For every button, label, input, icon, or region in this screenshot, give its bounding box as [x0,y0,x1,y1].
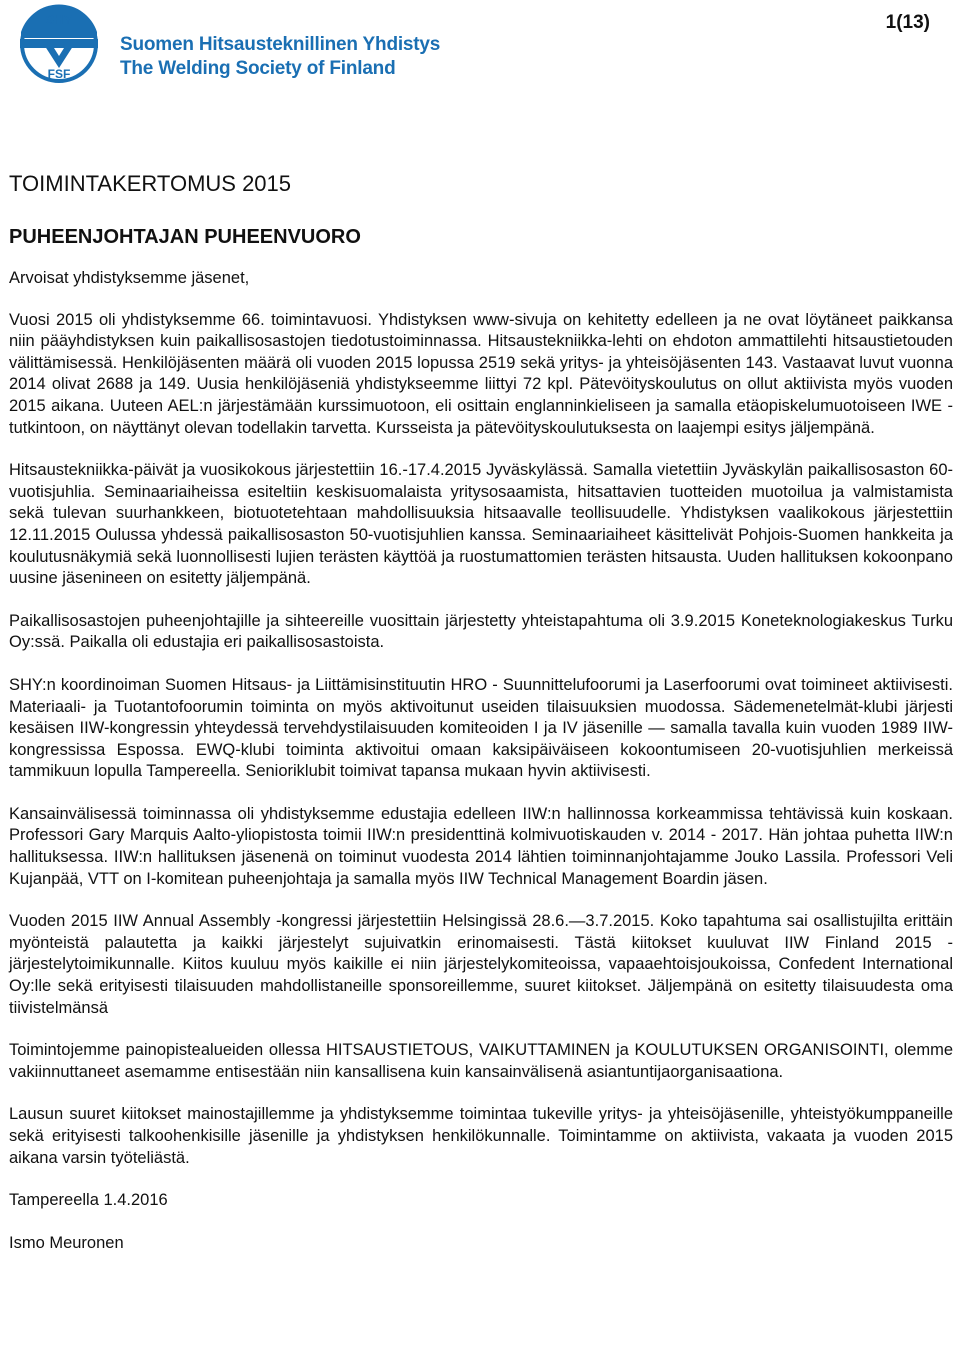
logo-bottom-text: FSF [47,67,71,81]
page-number: 1(13) [885,12,930,33]
org-name-finnish: Suomen Hitsausteknillinen Yhdistys [120,34,441,55]
signer-name: Ismo Meuronen [9,1233,124,1252]
paragraph: Lausun suuret kiitokset mainostajillemme ja yhdistyksemme toimintaa tukeville yritys- ja yhteisöjäsenille, yhteistyökumppaneille sekä erityisesti talkoohenkisille jäsenille ja yhdistyksen henkilökunnalle. Toimintamme on aktiivista, vakaata ja vuoden 2015 aikana varsin työteliästä. [9,1105,953,1167]
paragraph: Toimintojemme painopistealueiden ollessa HITSAUSTIETOUS, VAIKUTTAMINEN ja KOULUTUKSEN ORGANISOINTI, olemme vakiinnuttaneet asemamme entisestään niin kansallisena kuin kansainvälisenä asiantuntijaorganisaationa. [9,1041,953,1081]
paragraph: Vuosi 2015 oli yhdistyksemme 66. toimintavuosi. Yhdistyksen www-sivuja on kehitetty edelleen ja ne ovat löytäneet paikkansa niin pääyhdistyksen kuin paikallisosastojen tiedotustoiminnassa. Hitsaustekniikka-lehti on ehdoton ammattilehti hitsaustietouden välittämisessä. Henkilöjäsenten määrä oli vuoden 2015 lopussa 2519 sekä yritys- ja yhteisöjäsenten 143. Vastaavat luvut vuonna 2014 olivat 2688 ja 149. Uusia henkilöjäseniä yhdistykseemme liittyi 72 kpl. Pätevöityskoulutus on ollut aktiivista myös vuoden 2015 aikana. Uuteen AEL:n järjestämään kurssimuotoon, eli osittain englanninkieliseen ja samalla etäopiskelumuotoiseen IWE -tutkintoon, on näyttänyt olevan todellakin tarvetta. Kursseista ja pätevöityskoulutuksesta on laajempi esitys jäljempänä. [9,310,953,437]
logo-top-text: SHY [45,12,73,27]
greeting: Arvoisat yhdistyksemme jäsenet, [9,269,250,287]
org-name-english: The Welding Society of Finland [120,58,396,79]
shy-fsf-logo [7,4,111,84]
section-heading: PUHEENJOHTAJAN PUHEENVUORO [9,226,361,248]
paragraph: Kansainvälisessä toiminnassa oli yhdistyksemme edustajia edelleen IIW:n hallinnossa korkeammissa tehtävissä kuin koskaan. Professori Gary Marquis Aalto-yliopistosta toimii IIW:n presidenttinä kolmivuotiskauden v. 2014 - 2017. Hän johtaa puhetta IIW:n hallituksessa. IIW:n hallituksen jäsenenä on toiminut vuodesta 2014 lähtien toiminnanjohtajamme Jouko Lassila. Professori Veli Kujanpää, VTT on I-komitean puheenjohtaja ja samalla myös IIW Technical Management Boardin jäsen. [9,804,953,888]
place-date: Tampereella 1.4.2016 [9,1191,168,1210]
page-header [0,0,960,90]
document-title: TOIMINTAKERTOMUS 2015 [9,171,292,196]
paragraph: SHY:n koordinoiman Suomen Hitsaus- ja Liittämisinstituutin HRO - Suunnittelufoorumi ja Laserfoorumi ovat toimineet aktiivisesti. Materiaali- ja Tuotantofoorumin toiminta on myös aktivoitunut useiden tilaisuuksien muodossa. Sädemenetelmät-klubi järjesti kesäisen IIW-kongressin yhteydessä tervehdystilaisuuden komiteoiden I ja IV jäsenille — samalla tavalla kuin vuoden 1989 IIW-kongressissa Espossa. EWQ-klubi toiminta aktivoitui omaan kaksipäiväiseen kokoontumiseen 20-vuotisjuhlien merkeissä tammikuun lopulla Tampereella. Senioriklubit toimivat tapansa mukaan hyvin aktiivisesti. [9,675,953,781]
organization-name [120,33,440,81]
paragraph: Paikallisosastojen puheenjohtajille ja sihteereille vuosittain järjestetty yhteistapahtuma oli 3.9.2015 Koneteknologiakeskus Turku Oy:ssä. Paikalla oli edustajia eri paikallisosastoista. [9,611,953,652]
logo-band [20,39,98,48]
paragraph: Hitsaustekniikka-päivät ja vuosikokous järjestettiin 16.-17.4.2015 Jyväskylässä. Samalla vietettiin Jyväskylän paikallisosaston 60-vuotisjuhlia. Seminaariaiheissa esiteltiin keskisuomalaista yritysosaamista, hitsattavien tuotteiden muotoilua ja valmistamista sekä tulevan suurhankkeen, biotuotetehtaan mahdollisuuksia hitsaavalle teollisuudelle. Yhdistyksen vaalikokous järjestettiin 12.11.2015 Oulussa yhdessä paikallisosaston 50-vuotisjuhlien kanssa. Seminaariaiheet käsittelivät Pohjois-Suomen hankkeita ja koulutusnäkymiä sekä luonnollisesti lujien terästen käyttöä ja ruostumattomien terästen hitsausta. Uuden hallituksen kokoonpano uusine jäsenineen on esitetty jäljempänä. [9,461,953,588]
paragraph: Vuoden 2015 IIW Annual Assembly -kongressi järjestettiin Helsingissä 28.6.—3.7.2015. Koko tapahtuma sai osallistujilta erittäin myönteistä palautetta ja kaikki järjestelyt sujuivatkin erinomaisesti. Tästä kiitokset kuuluvat IIW Finland 2015 -järjestelytoimikunnalle. Kiitos kuuluu myös kaikille ei niin järjestelykomiteoissa, vapaaehtoisjoukoissa, Confedent International Oy:lle sekä erityisesti tilaisuuden mahdollistaneille sponsoreillemme, suuret kiitokset. Jäljempänä on esitetty tilaisuudesta oma tiivistelmänsä [9,912,953,1017]
document-body [9,170,953,1254]
